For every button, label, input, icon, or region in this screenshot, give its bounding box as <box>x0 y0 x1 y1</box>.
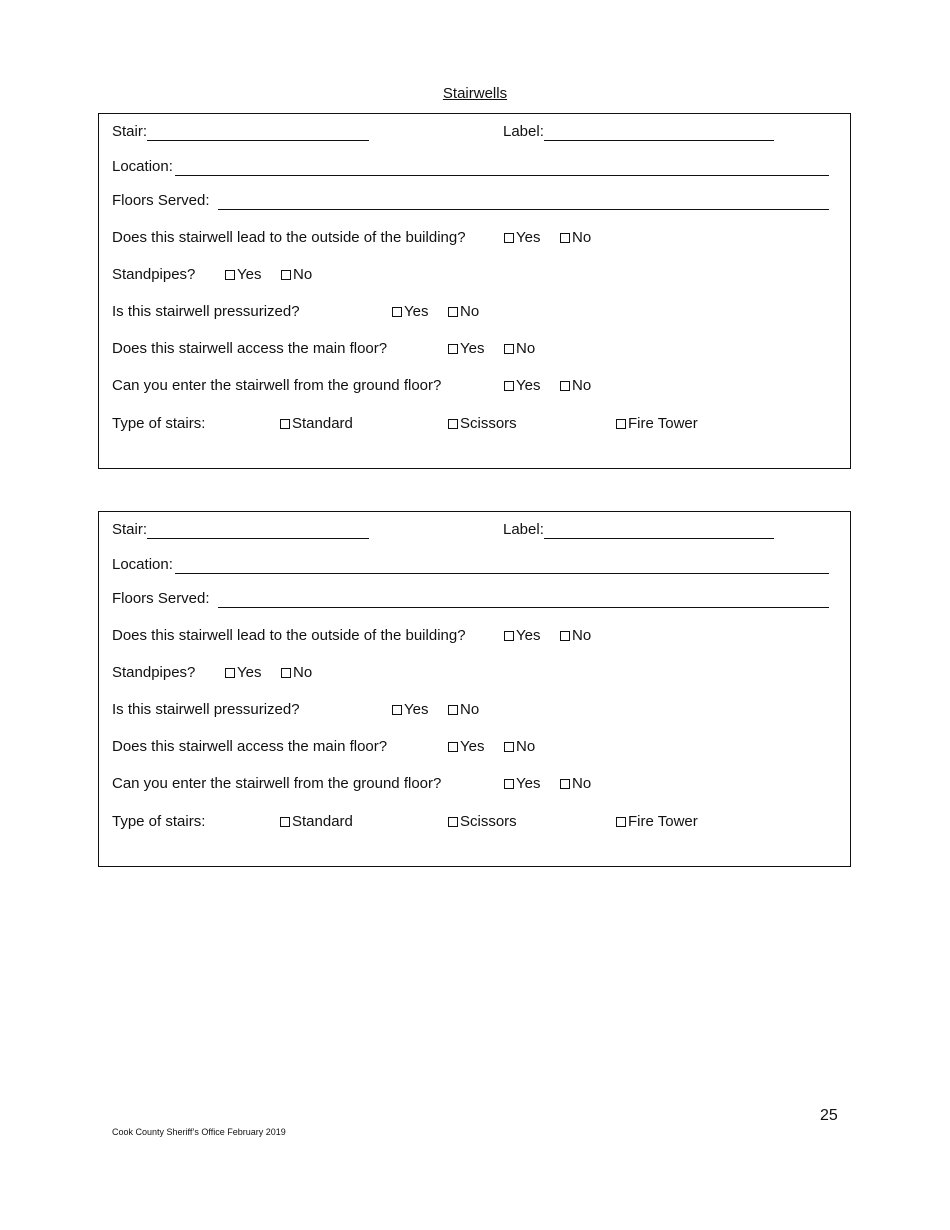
floors-served-row <box>112 589 829 611</box>
standpipes-question: Standpipes? <box>112 266 196 283</box>
type-standard-option[interactable]: Standard <box>280 414 353 434</box>
checkbox-icon[interactable] <box>560 631 570 641</box>
footer-text: Cook County Sheriff’s Office February 2019 <box>112 1127 286 1137</box>
pressurized-row <box>112 700 829 722</box>
checkbox-icon[interactable] <box>448 742 458 752</box>
checkbox-icon[interactable] <box>225 668 235 678</box>
checkbox-icon[interactable] <box>392 307 402 317</box>
main-floor-question: Does this stairwell access the main floor? <box>112 340 388 357</box>
stairwell-form-1 <box>98 113 851 469</box>
type-standard-option[interactable]: Standard <box>280 812 353 832</box>
label-label: Label: <box>503 521 544 538</box>
ground-floor-question: Can you enter the stairwell from the ground floor? <box>112 775 442 792</box>
checkbox-icon[interactable] <box>448 817 458 827</box>
standpipes-no-option[interactable]: No <box>281 265 312 285</box>
main-floor-question: Does this stairwell access the main floor? <box>112 738 388 755</box>
outside-yes-option[interactable]: Yes <box>504 228 540 248</box>
type-of-stairs-row <box>112 812 829 834</box>
type-of-stairs-row <box>112 414 829 436</box>
standpipes-yes-option[interactable]: Yes <box>225 265 261 285</box>
outside-question: Does this stairwell lead to the outside of the building? <box>112 229 466 246</box>
label-field[interactable] <box>544 122 774 141</box>
standpipes-no-option[interactable]: No <box>281 663 312 683</box>
checkbox-icon[interactable] <box>616 419 626 429</box>
main-floor-row <box>112 339 829 361</box>
checkbox-icon[interactable] <box>504 381 514 391</box>
checkbox-icon[interactable] <box>448 344 458 354</box>
outside-no-option[interactable]: No <box>560 228 591 248</box>
checkbox-icon[interactable] <box>504 631 514 641</box>
checkbox-icon[interactable] <box>448 419 458 429</box>
type-scissors-option[interactable]: Scissors <box>448 812 517 832</box>
main-floor-row <box>112 737 829 759</box>
location-field[interactable] <box>175 157 829 176</box>
type-of-stairs-label: Type of stairs: <box>112 813 206 830</box>
standpipes-row <box>112 663 829 685</box>
stair-label-row <box>112 122 829 144</box>
pressurized-yes-option[interactable]: Yes <box>392 700 428 720</box>
floors-served-row <box>112 191 829 213</box>
ground-floor-question: Can you enter the stairwell from the ground floor? <box>112 377 442 394</box>
standpipes-question: Standpipes? <box>112 664 196 681</box>
location-label: Location: <box>112 158 173 175</box>
checkbox-icon[interactable] <box>504 344 514 354</box>
main-floor-yes-option[interactable]: Yes <box>448 737 484 757</box>
pressurized-yes-option[interactable]: Yes <box>392 302 428 322</box>
type-of-stairs-label: Type of stairs: <box>112 415 206 432</box>
ground-floor-yes-option[interactable]: Yes <box>504 376 540 396</box>
ground-floor-yes-option[interactable]: Yes <box>504 774 540 794</box>
stairwell-form-2 <box>98 511 851 867</box>
label-label: Label: <box>503 123 544 140</box>
pressurized-question: Is this stairwell pressurized? <box>112 303 300 320</box>
stair-label: Stair: <box>112 521 148 538</box>
floors-served-label: Floors Served: <box>112 590 210 607</box>
checkbox-icon[interactable] <box>281 668 291 678</box>
type-scissors-option[interactable]: Scissors <box>448 414 517 434</box>
outside-question-row <box>112 626 829 648</box>
checkbox-icon[interactable] <box>560 233 570 243</box>
page-number: 25 <box>820 1107 838 1124</box>
standpipes-row <box>112 265 829 287</box>
location-row <box>112 555 829 577</box>
location-field[interactable] <box>175 555 829 574</box>
checkbox-icon[interactable] <box>616 817 626 827</box>
outside-yes-option[interactable]: Yes <box>504 626 540 646</box>
location-row <box>112 157 829 179</box>
checkbox-icon[interactable] <box>280 817 290 827</box>
checkbox-icon[interactable] <box>504 742 514 752</box>
ground-floor-no-option[interactable]: No <box>560 376 591 396</box>
floors-served-field[interactable] <box>218 589 829 608</box>
checkbox-icon[interactable] <box>560 381 570 391</box>
stair-field[interactable] <box>147 520 369 539</box>
label-field[interactable] <box>544 520 774 539</box>
page-title: Stairwells <box>442 85 508 102</box>
pressurized-row <box>112 302 829 324</box>
floors-served-label: Floors Served: <box>112 192 210 209</box>
stair-label-row <box>112 520 829 542</box>
ground-floor-no-option[interactable]: No <box>560 774 591 794</box>
checkbox-icon[interactable] <box>392 705 402 715</box>
type-fire-tower-option[interactable]: Fire Tower <box>616 812 698 832</box>
outside-question: Does this stairwell lead to the outside of the building? <box>112 627 466 644</box>
checkbox-icon[interactable] <box>281 270 291 280</box>
ground-floor-row <box>112 774 829 796</box>
stair-label: Stair: <box>112 123 148 140</box>
checkbox-icon[interactable] <box>280 419 290 429</box>
checkbox-icon[interactable] <box>504 233 514 243</box>
main-floor-no-option[interactable]: No <box>504 737 535 757</box>
checkbox-icon[interactable] <box>225 270 235 280</box>
main-floor-yes-option[interactable]: Yes <box>448 339 484 359</box>
pressurized-question: Is this stairwell pressurized? <box>112 701 300 718</box>
pressurized-no-option[interactable]: No <box>448 302 479 322</box>
outside-no-option[interactable]: No <box>560 626 591 646</box>
outside-question-row <box>112 228 829 250</box>
checkbox-icon[interactable] <box>448 705 458 715</box>
pressurized-no-option[interactable]: No <box>448 700 479 720</box>
floors-served-field[interactable] <box>218 191 829 210</box>
location-label: Location: <box>112 556 173 573</box>
stair-field[interactable] <box>147 122 369 141</box>
type-fire-tower-option[interactable]: Fire Tower <box>616 414 698 434</box>
standpipes-yes-option[interactable]: Yes <box>225 663 261 683</box>
ground-floor-row <box>112 376 829 398</box>
checkbox-icon[interactable] <box>560 779 570 789</box>
checkbox-icon[interactable] <box>504 779 514 789</box>
checkbox-icon[interactable] <box>448 307 458 317</box>
main-floor-no-option[interactable]: No <box>504 339 535 359</box>
